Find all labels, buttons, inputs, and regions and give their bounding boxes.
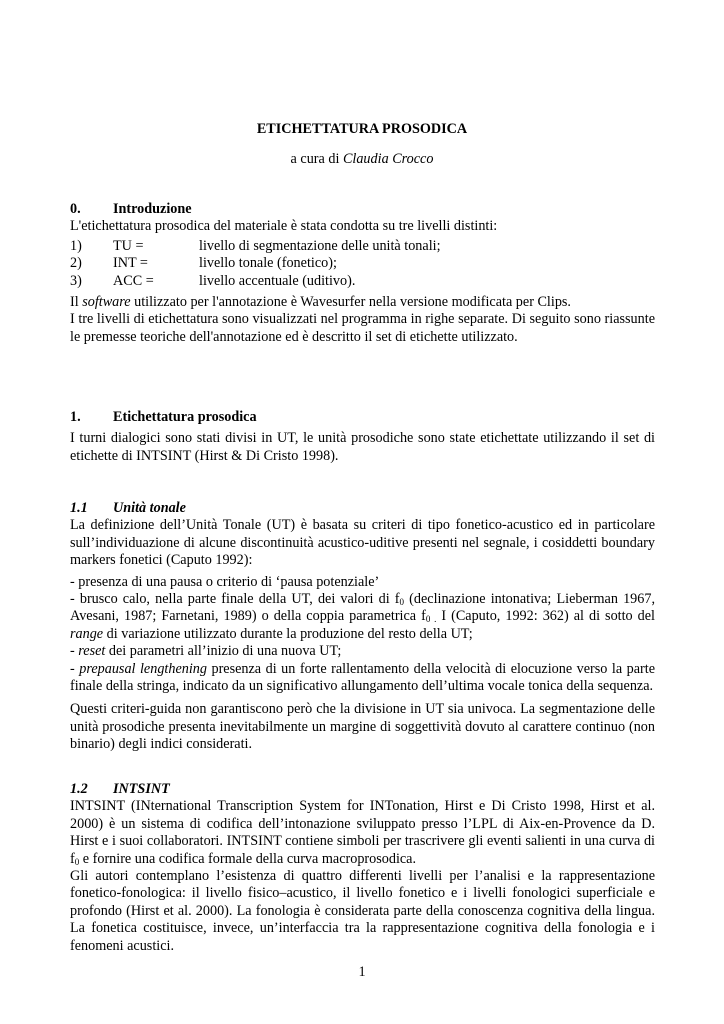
- level-key: TU =: [113, 237, 144, 254]
- document-subtitle: [0, 151, 724, 168]
- list-item: [70, 661, 655, 696]
- list-item: [70, 643, 655, 660]
- text-run: (declinazione intonativa; Lieberman 1967, Avesani, 1987; Farnetani, 1989) o della coppia parametrica f: [70, 591, 656, 625]
- level-description: livello di segmentazione delle unità tonali;: [199, 237, 441, 254]
- level-item: [70, 273, 655, 290]
- level-number: 2): [70, 255, 82, 272]
- intro-paragraph: L'etichettatura prosodica del materiale è stata condotta su tre livelli distinti:: [70, 218, 498, 235]
- level-number: 3): [70, 272, 82, 289]
- text-run: -: [70, 660, 80, 677]
- section-unita-tonale: [70, 500, 655, 754]
- author-name: Claudia Crocco: [342, 151, 434, 167]
- text-run: di variazione utilizzato durante la produzione del resto della UT;: [103, 625, 473, 642]
- text-run: -: [70, 643, 79, 660]
- section-introduction: [70, 201, 655, 346]
- paragraph: La definizione dell’Unità Tonale (UT) è basata su criteri di tipo fonetico-acustico ed in particolare sull’individuazione di alcune discontinuità acustico-uditive presenti nel segnale, i cosiddetti boundary markers fonetici (Caputo 1992):: [70, 517, 655, 569]
- section-title: Etichettatura prosodica: [113, 409, 257, 425]
- subsection-number: 1.1: [70, 500, 88, 516]
- subsection-title: INTSINT: [113, 781, 170, 797]
- emphasis-text: software: [82, 294, 131, 311]
- subsection-heading: [70, 781, 655, 798]
- list-item: [70, 591, 655, 643]
- subscript: 0: [399, 597, 405, 608]
- section-heading: [70, 201, 655, 218]
- level-number: 1): [70, 237, 82, 254]
- text-run: e fornire una codifica formale della curva macroprosodica.: [79, 850, 417, 867]
- text-run: INTSINT (INternational Transcription System for INTonation, Hirst e Di Cristo 1998, Hirst et al. 2000) è un sistema di codifica dell’intonazione sviluppato presso l’LPL di Aix-en-Provence da D. Hirst e i suoi collaboratori. INTSINT contiene simboli per trascrivere gli eventi salienti in una curva di f: [70, 798, 655, 867]
- level-item: [70, 255, 655, 272]
- list-item: - presenza di una pausa o criterio di ‘pausa potenziale’: [70, 573, 380, 590]
- paragraph: [70, 798, 655, 868]
- text-run: - brusco calo, nella parte finale della UT, dei valori di f: [70, 591, 400, 608]
- subtitle-prefix: a cura di: [290, 151, 343, 167]
- level-item: [70, 238, 655, 255]
- emphasis-text: range: [70, 625, 104, 642]
- software-paragraph: [70, 294, 655, 311]
- text-run: presenza di un forte rallentamento della velocità di elocuzione verso la parte finale della stringa, indicato da un significativo allungamento dell’ultima vocale tonica della sequenza.: [70, 660, 655, 695]
- section-etichettatura: [70, 409, 655, 465]
- subscript: 0: [74, 856, 80, 867]
- level-description: livello tonale (fonetico);: [199, 255, 337, 272]
- emphasis-text: prepausal lengthening: [79, 660, 207, 677]
- page-number: 1: [358, 964, 366, 980]
- levels-list: [70, 238, 655, 290]
- subsection-title: Unità tonale: [113, 500, 186, 516]
- paragraph: Questi criteri-guida non garantiscono però che la divisione in UT sia univoca. La segmentazione delle unità prosodiche presenta inevitabilmente un margine di soggettività dovuto al carattere continuo (non binario) degli indici considerati.: [70, 701, 655, 753]
- section-number: 1.: [70, 409, 81, 425]
- paragraph: Gli autori contemplano l’esistenza di quattro differenti livelli per l’analisi e la rappresentazione fonetico-fonologica: il livello fisico–acustico, il livello fonetico e i livelli fonologici superficiale e profondo (Hirst et al. 2000). La fonologia è considerata parte della conoscenza cognitiva della lingua. La fonetica costituisce, invece, un’interfaccia tra la rappresentazione cognitiva della fonologia e i fenomeni acustici.: [70, 868, 655, 954]
- paragraph: I turni dialogici sono stati divisi in UT, le unità prosodiche sono state etichettate utilizzando il set di etichette di INTSINT (Hirst & Di Cristo 1998).: [70, 430, 655, 464]
- level-key: INT =: [113, 255, 148, 272]
- section-intsint: [70, 781, 655, 955]
- level-key: ACC =: [113, 272, 154, 289]
- text-run: utilizzato per l'annotazione è Wavesurfer nella versione modificata per Clips.: [130, 294, 571, 311]
- subsection-number: 1.2: [70, 781, 88, 797]
- section-number: 0.: [70, 201, 81, 217]
- paragraph: I tre livelli di etichettatura sono visualizzati nel programma in righe separate. Di seguito sono riassunte le premesse teoriche dell'annotazione ed è descritto il set di etichette utilizzato.: [70, 311, 655, 345]
- subscript: 0 .: [425, 614, 437, 625]
- text-run: Il: [70, 294, 83, 311]
- text-run: I (Caputo, 1992: 362) al di sotto del: [436, 608, 655, 625]
- criteria-list: [70, 574, 655, 696]
- document-title: ETICHETTATURA PROSODICA: [256, 121, 468, 137]
- subsection-heading: [70, 500, 655, 517]
- text-run: dei parametri all’inizio di una nuova UT;: [105, 643, 342, 660]
- emphasis-text: reset: [78, 643, 106, 660]
- level-description: livello accentuale (uditivo).: [199, 272, 356, 289]
- section-title: Introduzione: [113, 201, 192, 217]
- section-heading: [70, 409, 655, 426]
